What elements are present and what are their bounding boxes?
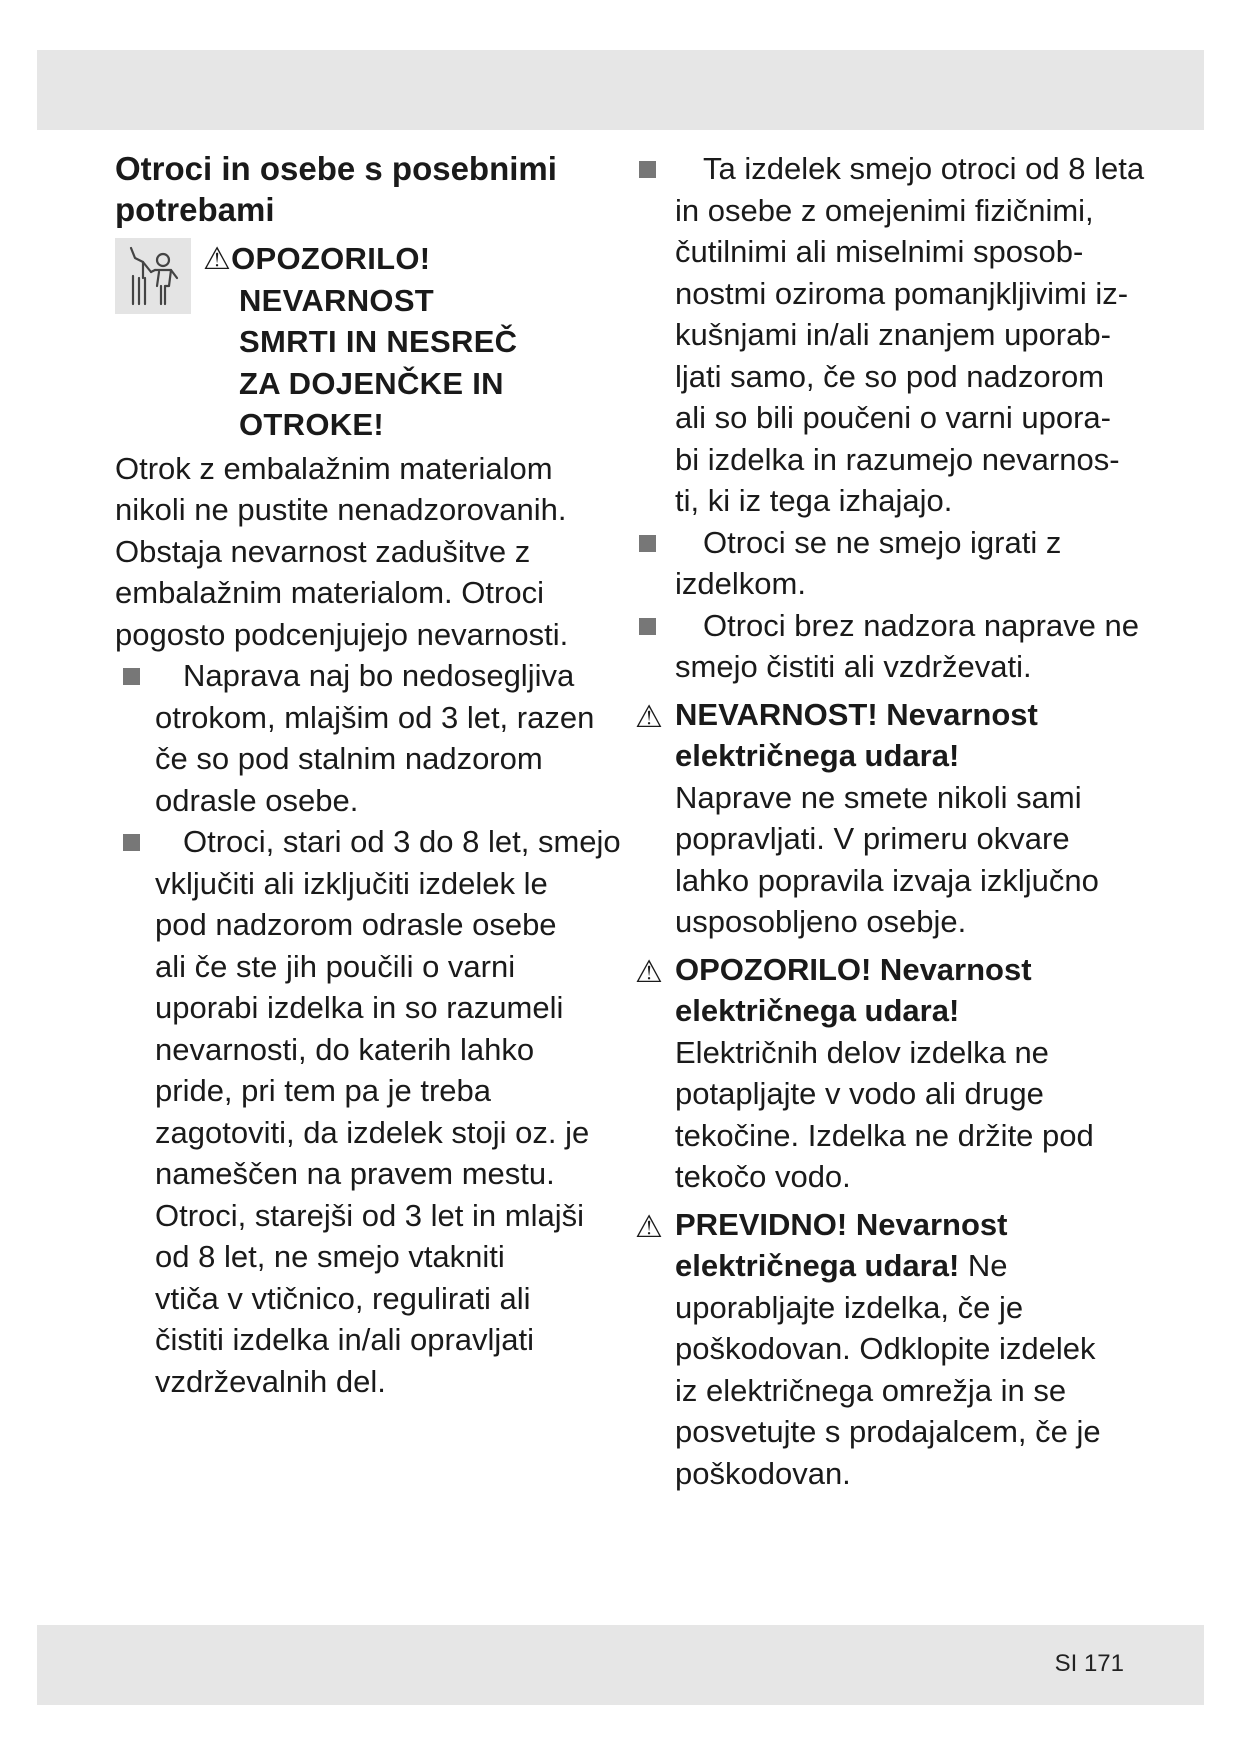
bullet-square-icon (639, 161, 656, 178)
list-item: Naprava naj bo nedosegljiva otrokom, mlajšim od 3 let, razen če so pod stalnim nadzorom odrasle osebe. (115, 655, 635, 821)
hazard-subtitle: električnega udara! (675, 1248, 960, 1283)
page-number: SI 171 (1054, 1650, 1124, 1677)
footer-band (37, 1625, 1204, 1705)
bullet-square-icon (639, 535, 656, 552)
warning-triangle-icon: ⚠ (635, 1208, 663, 1244)
warning-triangle-icon: ⚠ (635, 953, 663, 989)
hazard-title: PREVIDNO! Nevarnost (675, 1206, 1008, 1242)
child-supervision-icon (115, 238, 191, 314)
bullet-square-icon (123, 668, 140, 685)
hazard-notice: ⚠ PREVIDNO! Nevarnost električnega udara! Ne uporabljajte izdelka, če je poškodovan. Odklopite izdelek iz električnega omrežja in se posvetujte s prodajalcem, če je poškodovan. (635, 1206, 1101, 1491)
warning-line-1: ⚠OPOZORILO! (203, 241, 431, 276)
intro-paragraph: Otrok z embalažnim materialom nikoli ne pustite nenadzorovanih. Obstaja nevarnost zadušitve z embalažnim materialom. Otroci pogosto podcenjujejo nevarnosti. (115, 450, 569, 652)
warning-line-2: NEVARNOST (239, 282, 435, 318)
left-column (115, 148, 635, 1402)
warning-block (115, 238, 635, 446)
warning-line-4: ZA DOJENČKE IN (239, 365, 504, 401)
list-item: Otroci se ne smejo igrati z izdelkom. (635, 522, 1155, 605)
list-item: Otroci, stari od 3 do 8 let, smejo vključiti ali izključiti izdelek le pod nadzorom odrasle osebe ali če ste jih poučili o varni uporabi izdelka in so razumeli nevarnosti, do katerih lahko pride, pri tem pa je treba zagotoviti, da izdelek stoji oz. je nameščen na pravem mestu. Otroci, starejši od 3 let in mlajši od 8 let, ne smejo vtakniti vtiča v vtičnico, regulirati ali čistiti izdelka in/ali opravljati vzdrževalnih del. (115, 821, 635, 1402)
list-item: Ta izdelek smejo otroci od 8 leta in osebe z omejenimi fizičnimi, čutilnimi ali miselnimi sposob- nostmi oziroma pomanjkljivimi iz- kušnjami in/ali znanjem uporab- ljati samo, če so pod nadzorom ali so bili poučeni o varni upora- bi izdelka in razumejo nevarnos- ti, ki iz tega izhajajo. (635, 148, 1155, 522)
warning-line-3: SMRTI IN NESREČ (239, 324, 518, 359)
list-item: Otroci brez nadzora naprave ne smejo čistiti ali vzdrževati. (635, 605, 1155, 688)
right-column (635, 148, 1155, 1494)
header-band (37, 50, 1204, 130)
hazard-title: NEVARNOST! Nevarnost (675, 696, 1038, 732)
child-supervision-icon-graphic (121, 242, 185, 310)
section-heading: Otroci in osebe s posebnimi potrebami (115, 150, 557, 228)
hazard-subtitle: električnega udara! (675, 993, 960, 1028)
bullet-square-icon (123, 834, 140, 851)
hazard-title: OPOZORILO! Nevarnost (675, 951, 1032, 987)
warning-triangle-icon: ⚠ (635, 698, 663, 734)
warning-text (203, 238, 517, 446)
bullet-square-icon (639, 618, 656, 635)
hazard-notice: ⚠ NEVARNOST! Nevarnost električnega udara! Naprave ne smete nikoli sami popravljati. V primeru okvare lahko popravila izvaja izključno usposobljeno osebje. (635, 696, 1099, 939)
hazard-subtitle: električnega udara! (675, 738, 960, 773)
hazard-notice: ⚠ OPOZORILO! Nevarnost električnega udara! Električnih delov izdelka ne potapljajte v vodo ali druge tekočine. Izdelka ne držite pod tekočo vodo. (635, 951, 1094, 1194)
warning-line-5: OTROKE! (239, 407, 385, 442)
